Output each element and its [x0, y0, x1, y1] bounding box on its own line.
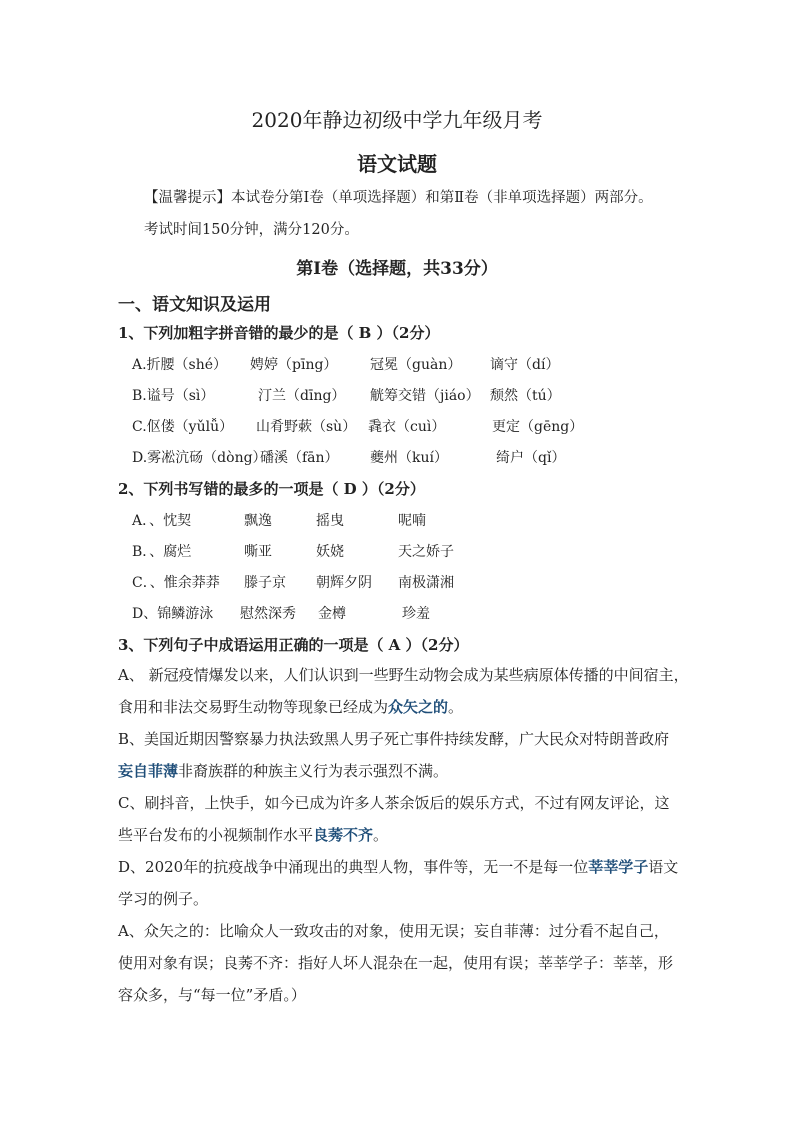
q2-option-b2: 嘶亚 [244, 544, 272, 560]
idiom-highlight: 妄自菲薄 [118, 762, 179, 780]
q1-option-d3: 夔州（kuí） [370, 450, 448, 466]
q2-option-d1: D、锦鳞游泳 [132, 606, 214, 622]
q3-option-a-line1: A、 新冠疫情爆发以来，人们认识到一些野生动物会成为某些病原体传播的中间宿主， [118, 666, 689, 684]
q1-option-c3: 毳衣（cuì） [368, 419, 446, 435]
tip-label: 【温馨提示】 [144, 190, 231, 206]
q3-option-c-line2 [118, 824, 388, 845]
q3-d-text: D、2020年的抗疫战争中涌现出的典型人物，事件等，无一不是每一位 [118, 858, 589, 876]
q1-option-d2: 磻溪（fān） [260, 450, 339, 466]
tip-line2: 考试时间150分钟，满分120分。 [144, 222, 359, 238]
q2-option-d4: 珍羞 [402, 606, 430, 622]
tip-paragraph [144, 186, 653, 207]
q3-option-d-line2: 学习的例子。 [118, 890, 209, 908]
q1-option-b3: 觥筹交错（jiáo） [370, 388, 480, 404]
q3-stem: 3、下列句子中成语运用正确的一项是（ A ）（2分） [118, 636, 469, 654]
q1-option-a4: 谪守（dí） [490, 357, 560, 373]
q1-option-d1: D.雾凇沆砀（dòng） [132, 450, 267, 466]
q1-option-b4: 颓然（tú） [490, 388, 561, 404]
tip-text: 本试卷分第Ⅰ卷（单项选择题）和第Ⅱ卷（非单项选择题）两部分。 [231, 190, 653, 206]
q2-option-a1: A．、忱契 [132, 513, 192, 529]
q3-b-text: 非裔族群的种族主义行为表示强烈不满。 [178, 762, 449, 780]
q2-option-b1: B．、腐烂 [132, 544, 192, 560]
q3-c-text: 些平台发布的小视频制作水平 [118, 826, 314, 844]
q3-option-b-line2 [118, 760, 448, 781]
q1-option-b2: 汀兰（dīng） [258, 388, 346, 404]
q2-option-c4: 南极潇湘 [398, 575, 454, 591]
q1-option-a2: 娉婷（pīng） [250, 357, 338, 373]
q3-option-c-line1: C、刷抖音，上快手，如今已成为许多人茶余饭后的娱乐方式，不过有网友评论，这 [118, 794, 670, 812]
idiom-highlight: 众矢之的 [388, 698, 449, 716]
q2-stem: 2、下列书写错的最多的一项是（ D ）（2分） [118, 480, 425, 498]
q3-a-text: 食用和非法交易野生动物等现象已经成为 [118, 698, 389, 716]
q3-explanation-line2: 使用对象有误；良莠不齐：指好人坏人混杂在一起，使用有误；莘莘学子：莘莘，形 [118, 954, 674, 972]
q2-option-b3: 妖娆 [316, 544, 344, 560]
q3-option-a-line2 [118, 696, 463, 717]
q1-option-a1: A.折腰（shé） [132, 357, 228, 373]
q2-option-a3: 摇曳 [316, 513, 344, 529]
q3-explanation-line1: A、众矢之的：比喻众人一致攻击的对象，使用无误；妄自菲薄：过分看不起自己， [118, 922, 669, 940]
q2-option-a2: 飘逸 [244, 513, 272, 529]
q3-option-b-line1: B、美国近期因警察暴力执法致黑人男子死亡事件持续发酵，广大民众对特朗普政府 [118, 730, 670, 748]
q2-option-c3: 朝辉夕阴 [316, 575, 372, 591]
q2-option-d2: 慰然深秀 [240, 606, 296, 622]
idiom-highlight: 莘莘学子 [588, 858, 649, 876]
part1-title: 第Ⅰ卷（选择题，共33分） [296, 259, 498, 279]
q1-option-b1: B.谥号（sì） [132, 388, 215, 404]
q3-a-end: 。 [448, 698, 464, 716]
page-subtitle: 语文试题 [357, 152, 437, 176]
q2-option-c2: 滕子京 [244, 575, 286, 591]
q1-option-c2: 山肴野蔌（sù） [256, 419, 357, 435]
q2-option-d3: 金樽 [318, 606, 346, 622]
q1-option-a3: 冠冕（guàn） [370, 357, 462, 373]
q3-explanation-line3: 容众多，与“每一位”矛盾。） [118, 986, 306, 1004]
q3-d-end: 语文 [648, 858, 679, 876]
q2-option-b4: 天之娇子 [398, 544, 454, 560]
q3-option-d-line1 [118, 856, 678, 877]
q3-c-end: 。 [373, 826, 389, 844]
q1-option-d4: 绮户（qǐ） [496, 450, 566, 466]
idiom-highlight: 良莠不齐 [313, 826, 374, 844]
q1-option-c1: C.伛偻（yǔlǚ） [132, 419, 234, 435]
section-heading: 一、语文知识及运用 [118, 295, 271, 315]
q2-option-a4: 呢喃 [398, 513, 426, 529]
q2-option-c1: C．、惟余莽莽 [132, 575, 220, 591]
q1-option-c4: 更定（gēng） [492, 419, 584, 435]
page-title: 2020年静边初级中学九年级月考 [251, 108, 543, 132]
q1-stem: 1、下列加粗字拼音错的最少的是（ B ）（2分） [118, 324, 440, 342]
